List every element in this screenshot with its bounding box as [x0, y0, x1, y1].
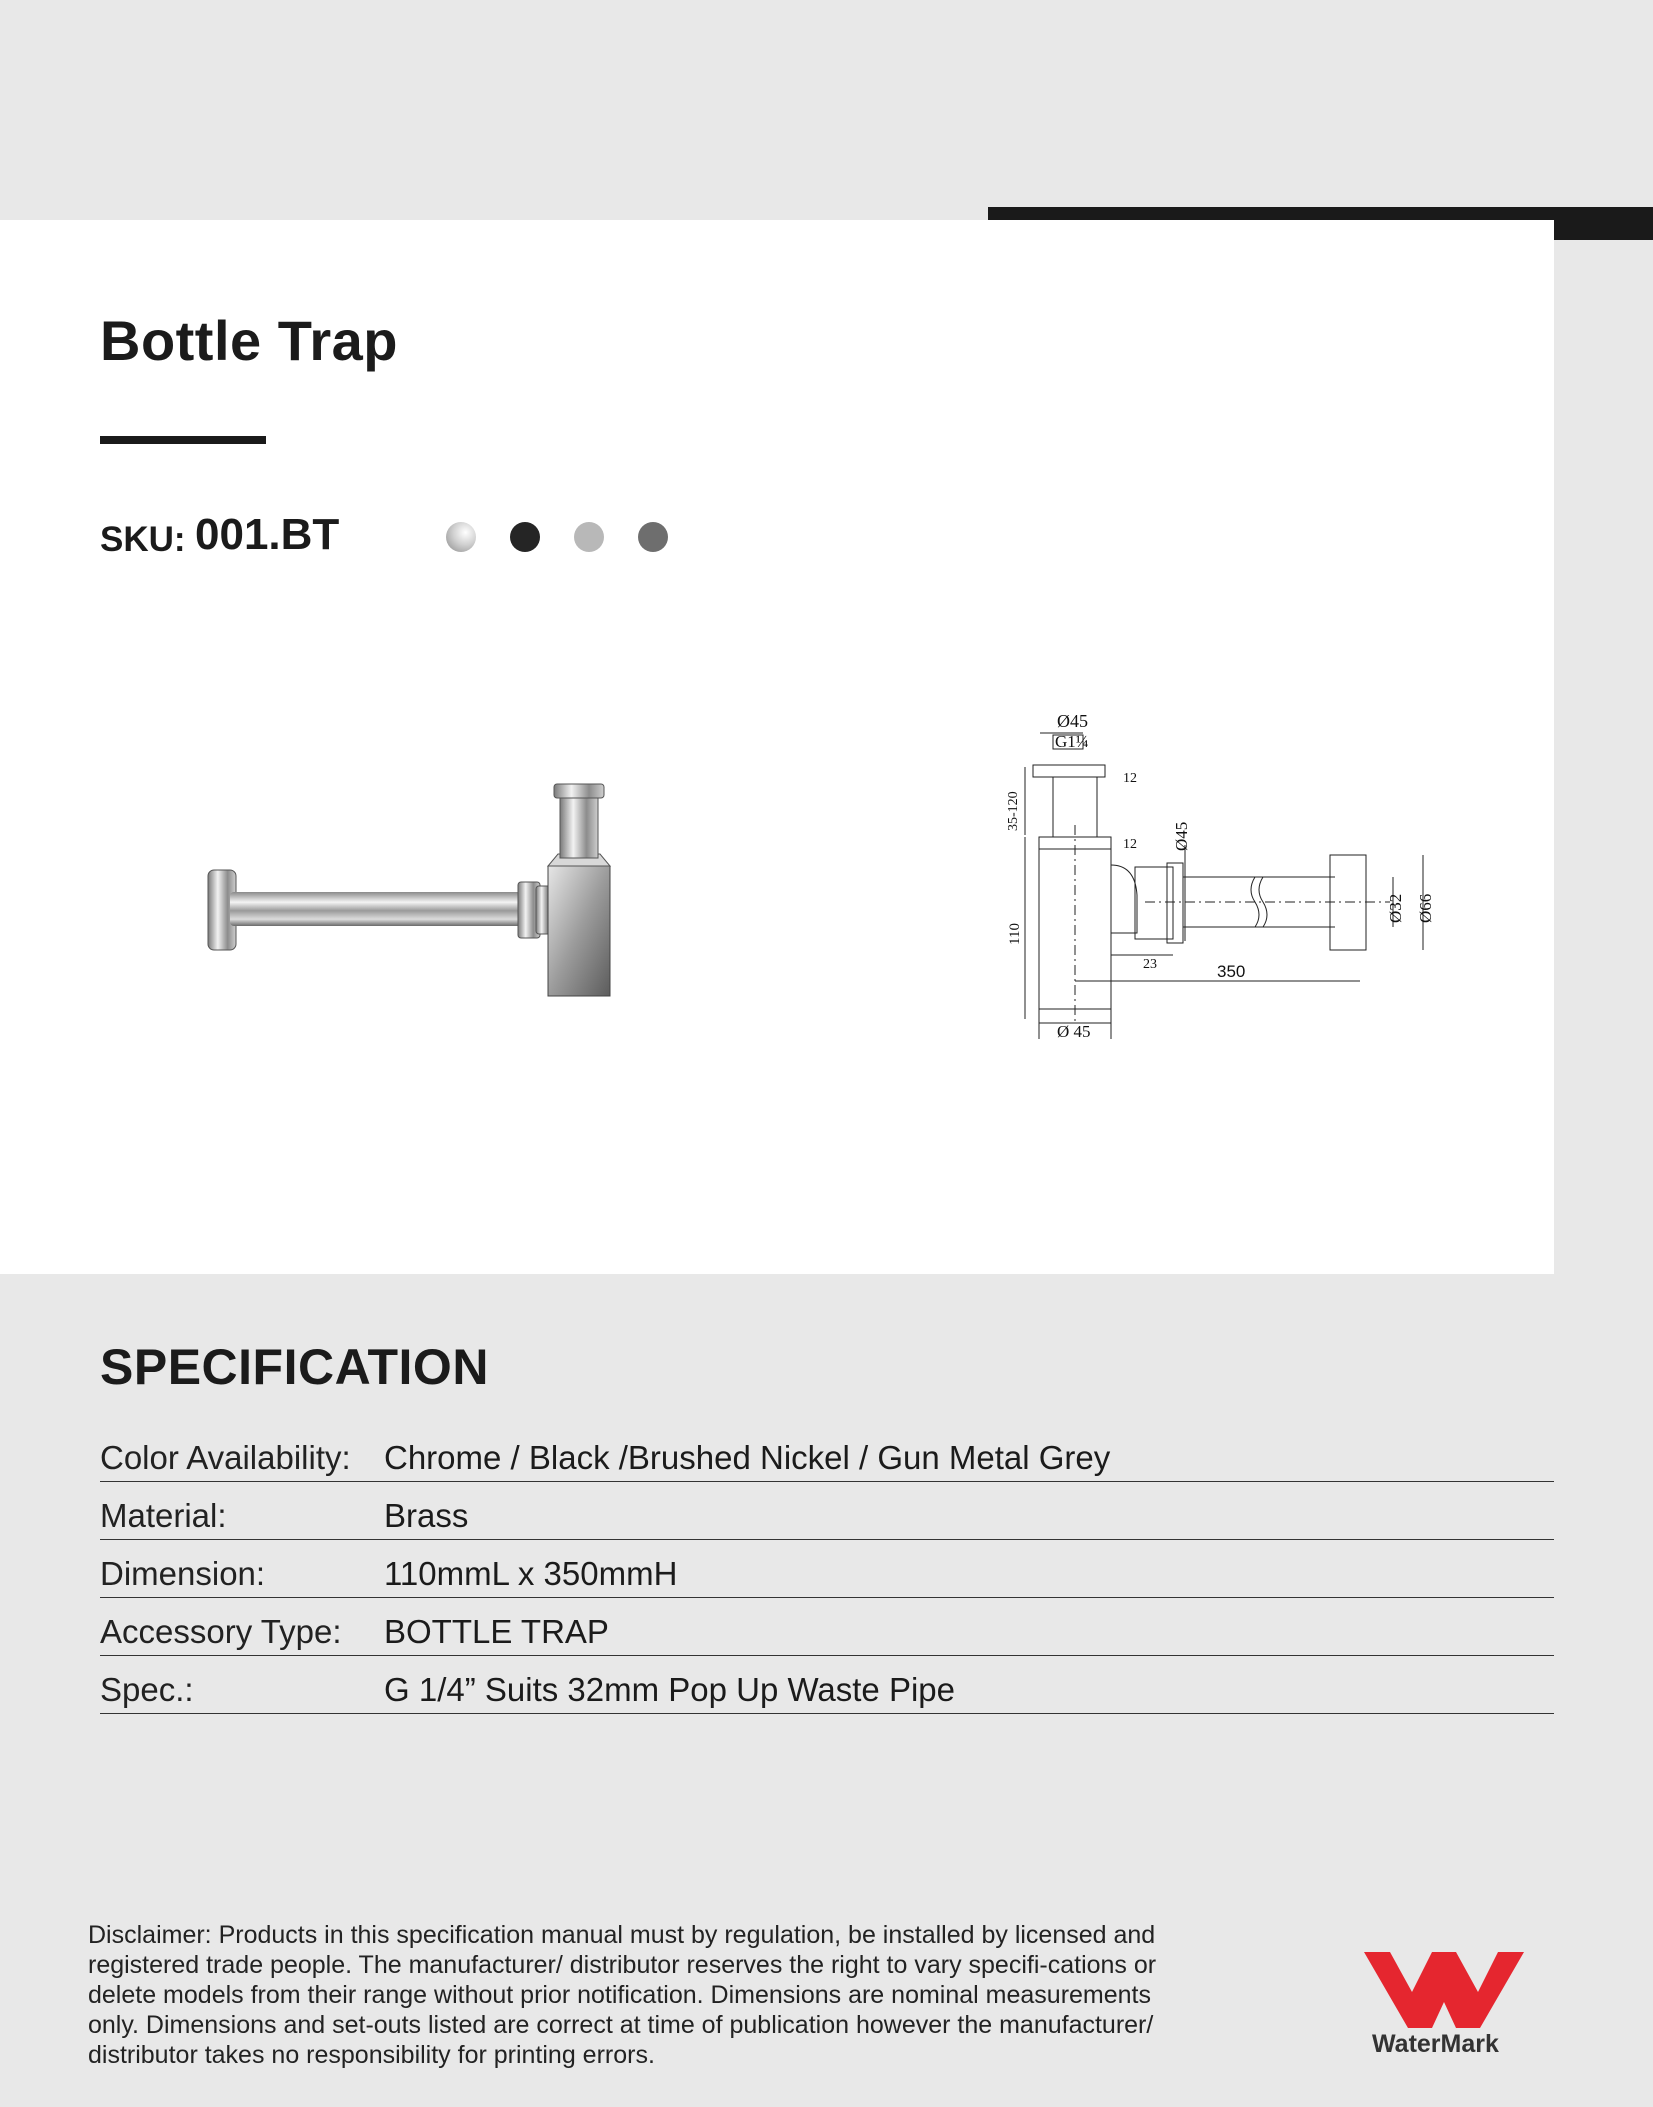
specification-title: SPECIFICATION [100, 1339, 489, 1395]
specification-table [100, 1424, 1554, 1714]
spec-key: Accessory Type: [100, 1613, 342, 1650]
swatch-black [510, 522, 540, 552]
dim-dia-top: Ø45 [1057, 711, 1088, 731]
spec-key: Color Availability: [100, 1439, 351, 1476]
dim-height-range: 35-120 [1006, 791, 1021, 831]
dim-dia-bottom: Ø 45 [1057, 1022, 1091, 1041]
watermark-logo-text: WaterMark [1372, 2030, 1499, 2058]
swatch-chrome [446, 522, 476, 552]
swatch-gun-metal-grey [638, 522, 668, 552]
dim-dia-side: Ø45 [1172, 821, 1191, 851]
spec-row [100, 1598, 1554, 1656]
sku-value: 001.BT [195, 510, 340, 559]
spec-row [100, 1424, 1554, 1482]
dim-dia-66: Ø66 [1416, 893, 1435, 923]
dim-350: 350 [1217, 962, 1246, 981]
dim-thread: G1¼ [1055, 732, 1089, 751]
dim-110: 110 [1007, 923, 1023, 945]
spec-key: Material: [100, 1497, 227, 1534]
spec-value: G 1/4” Suits 32mm Pop Up Waste Pipe [384, 1671, 956, 1708]
dim-12-top: 12 [1123, 771, 1137, 786]
spec-value: 110mmL x 350mmH [384, 1555, 678, 1592]
dim-23: 23 [1143, 957, 1157, 972]
spec-row [100, 1482, 1554, 1540]
dim-12-mid: 12 [1123, 837, 1137, 852]
dim-dia-32: Ø32 [1386, 893, 1405, 923]
spec-value: Chrome / Black /Brushed Nickel / Gun Metal Grey [384, 1439, 1111, 1476]
swatch-brushed-nickel [574, 522, 604, 552]
sku-label: SKU: [100, 520, 186, 559]
product-photo [200, 770, 620, 1000]
watermark-logo-icon [1360, 1940, 1530, 2030]
title-underline [100, 436, 266, 444]
spec-value: BOTTLE TRAP [384, 1613, 609, 1650]
spec-key: Dimension: [100, 1555, 266, 1592]
spec-row [100, 1540, 1554, 1598]
technical-drawing [995, 705, 1455, 1055]
spec-row [100, 1656, 1554, 1714]
spec-key: Spec.: [100, 1671, 194, 1708]
page-title: Bottle Trap [100, 309, 398, 372]
spec-value: Brass [384, 1497, 469, 1534]
disclaimer-text: Disclaimer: Products in this specification manual must by regulation, be installed by licensed and registered trade people. The manufacturer/ distributor reserves the right to vary specifi-cations or delete models from their range without prior notification. Dimensions are nominal measurements only. Dimensions and set-outs listed are correct at time of publication however the manufacturer/ distributor takes no responsibility for printing errors. [88, 1921, 1157, 2069]
